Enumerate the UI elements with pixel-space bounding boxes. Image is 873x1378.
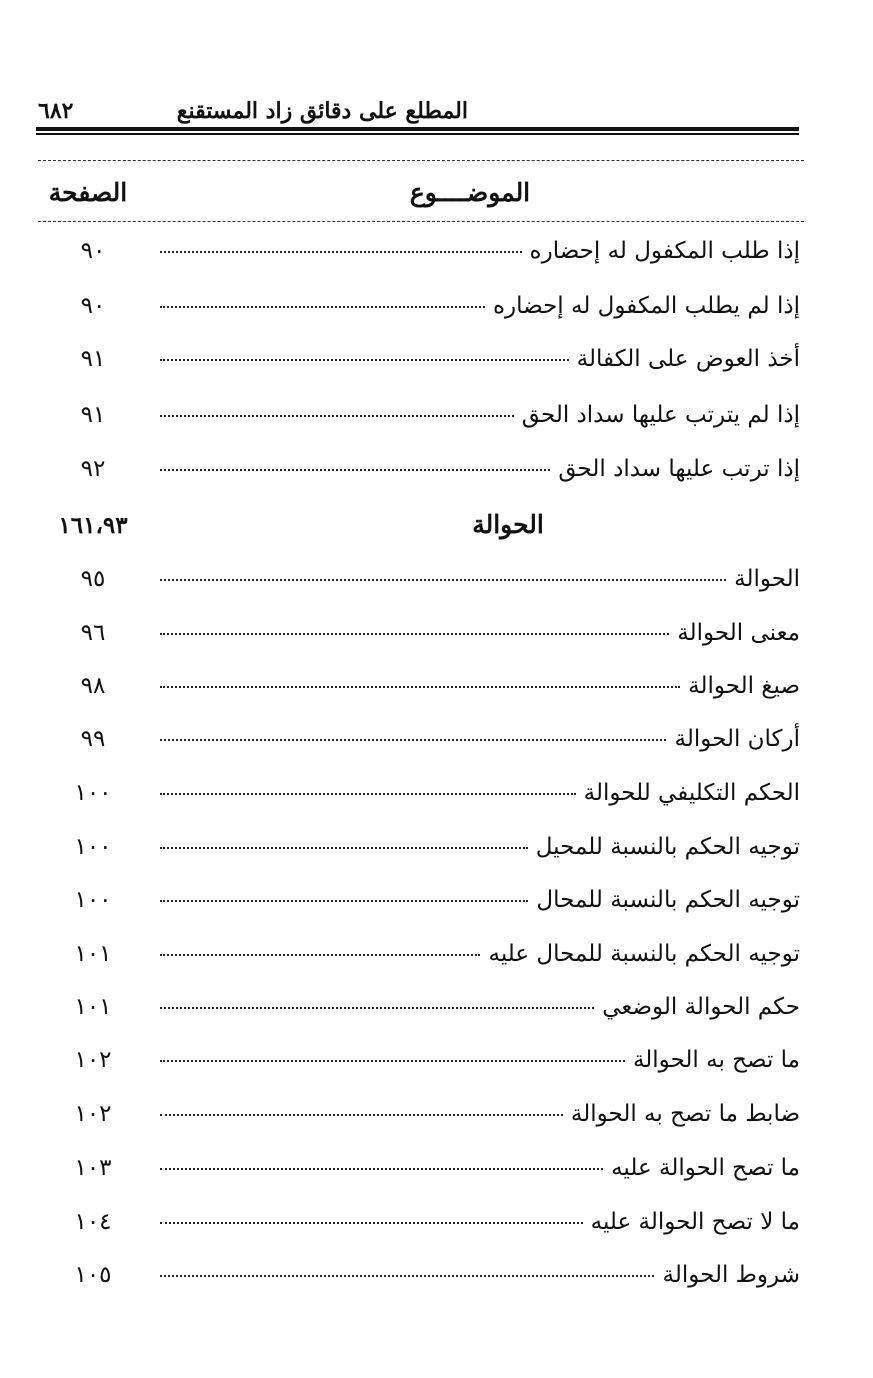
toc-entry-topic: ما تصح الحوالة عليه xyxy=(611,1155,800,1181)
toc-entry-page: ٩٥ xyxy=(80,566,106,592)
toc-entry-page: ١٠٢ xyxy=(74,1047,112,1073)
dot-leader xyxy=(160,954,480,956)
dot-leader xyxy=(160,1275,654,1277)
toc-entry-page: ١٠٢ xyxy=(74,1101,112,1127)
toc-entry[interactable] xyxy=(38,562,800,602)
toc-entry-page: ٩٦ xyxy=(80,620,106,646)
dot-leader xyxy=(160,359,569,361)
toc-entry[interactable] xyxy=(38,1205,800,1245)
toc-entry-page: ٩١ xyxy=(80,346,106,372)
column-header-page: الصفحة xyxy=(48,178,128,207)
toc-entry[interactable] xyxy=(38,452,800,492)
toc-entry-topic: معنى الحوالة xyxy=(677,620,800,646)
dot-leader xyxy=(160,633,669,635)
dot-leader xyxy=(160,1114,563,1116)
toc-entry-page: ١٠١ xyxy=(74,994,112,1020)
dot-leader xyxy=(160,251,522,253)
column-header-topic: الموضــــوع xyxy=(409,178,531,207)
toc-entry-page: ٩٢ xyxy=(80,456,106,482)
dot-leader xyxy=(160,1060,625,1062)
toc-entry[interactable] xyxy=(38,1151,800,1191)
toc-entry-topic: شروط الحوالة xyxy=(662,1262,800,1288)
section-pages: ١٦١،٩٣ xyxy=(58,512,128,539)
toc-entry-topic: الحوالة xyxy=(734,566,800,592)
dot-leader xyxy=(160,793,576,795)
toc-entry-topic: توجيه الحكم بالنسبة للمحيل xyxy=(535,834,800,860)
toc-entry-page: ١٠٠ xyxy=(74,887,112,913)
header-rule-thin xyxy=(36,133,799,135)
toc-entry-page: ٩٨ xyxy=(80,673,106,699)
header-rule-thick xyxy=(36,127,799,131)
toc-entry-page: ٩١ xyxy=(80,402,106,428)
toc-entry[interactable] xyxy=(38,342,800,382)
toc-entry-page: ١٠١ xyxy=(74,941,112,967)
toc-entry[interactable] xyxy=(38,616,800,656)
toc-entry[interactable] xyxy=(38,776,800,816)
toc-entry-page: ١٠٠ xyxy=(74,834,112,860)
toc-entry[interactable] xyxy=(38,669,800,709)
toc-entry[interactable] xyxy=(38,398,800,438)
toc-entry[interactable] xyxy=(38,722,800,762)
dot-leader xyxy=(160,306,485,308)
toc-entry-topic: الحكم التكليفي للحوالة xyxy=(583,780,800,806)
toc-entry-page: ٩٩ xyxy=(80,726,106,752)
page-number: ٦٨٢ xyxy=(38,98,74,124)
toc-entry-page: ١٠٤ xyxy=(74,1209,112,1235)
toc-entry-topic: ما تصح به الحوالة xyxy=(632,1047,800,1073)
dot-leader xyxy=(160,686,680,688)
book-title: المطلع على دقائق زاد المستقنع xyxy=(176,98,468,124)
toc-entry-page: ١٠٠ xyxy=(74,780,112,806)
dot-leader xyxy=(160,415,514,417)
toc-entry-page: ٩٠ xyxy=(80,238,106,264)
dot-leader xyxy=(160,469,550,471)
toc-entry[interactable] xyxy=(38,1043,800,1083)
toc-entry[interactable] xyxy=(38,1097,800,1137)
dot-leader xyxy=(160,1168,603,1170)
toc-entry-topic: ضابط ما تصح به الحوالة xyxy=(570,1101,800,1127)
dot-leader xyxy=(160,900,528,902)
toc-entry-page: ١٠٣ xyxy=(74,1155,112,1181)
toc-entry-topic: إذا لم يطلب المكفول له إحضاره xyxy=(492,293,800,319)
dot-leader xyxy=(160,739,666,741)
dot-leader xyxy=(160,579,726,581)
toc-entry-topic: حكم الحوالة الوضعي xyxy=(602,994,800,1020)
toc-entry[interactable] xyxy=(38,937,800,977)
dotted-divider-columns xyxy=(38,221,804,222)
toc-entry-topic: إذا ترتب عليها سداد الحق xyxy=(558,456,800,482)
toc-entry[interactable] xyxy=(38,883,800,923)
toc-entry[interactable] xyxy=(38,1258,800,1298)
toc-entry[interactable] xyxy=(38,289,800,329)
toc-entry-topic: ما لا تصح الحوالة عليه xyxy=(590,1209,800,1235)
dot-leader xyxy=(160,1222,583,1224)
toc-entry-page: ١٠٥ xyxy=(74,1262,112,1288)
toc-entry-page: ٩٠ xyxy=(80,293,106,319)
dot-leader xyxy=(160,1007,594,1009)
running-header xyxy=(38,96,798,126)
toc-entry[interactable] xyxy=(38,830,800,870)
toc-entry-topic: صيغ الحوالة xyxy=(688,673,800,699)
dotted-divider-top xyxy=(38,160,804,161)
dot-leader xyxy=(160,847,528,849)
toc-entry[interactable] xyxy=(38,990,800,1030)
section-heading-row[interactable] xyxy=(38,508,800,548)
toc-entry-topic: إذا طلب المكفول له إحضاره xyxy=(529,238,800,264)
toc-entry-topic: توجيه الحكم بالنسبة للمحال عليه xyxy=(488,941,800,967)
toc-entry-topic: توجيه الحكم بالنسبة للمحال xyxy=(536,887,800,913)
toc-entry-topic: أخذ العوض على الكفالة xyxy=(576,346,800,372)
section-title: الحوالة xyxy=(472,510,544,539)
toc-entry[interactable] xyxy=(38,234,800,274)
toc-entry-topic: أركان الحوالة xyxy=(674,726,800,752)
toc-entry-topic: إذا لم يترتب عليها سداد الحق xyxy=(521,402,800,428)
